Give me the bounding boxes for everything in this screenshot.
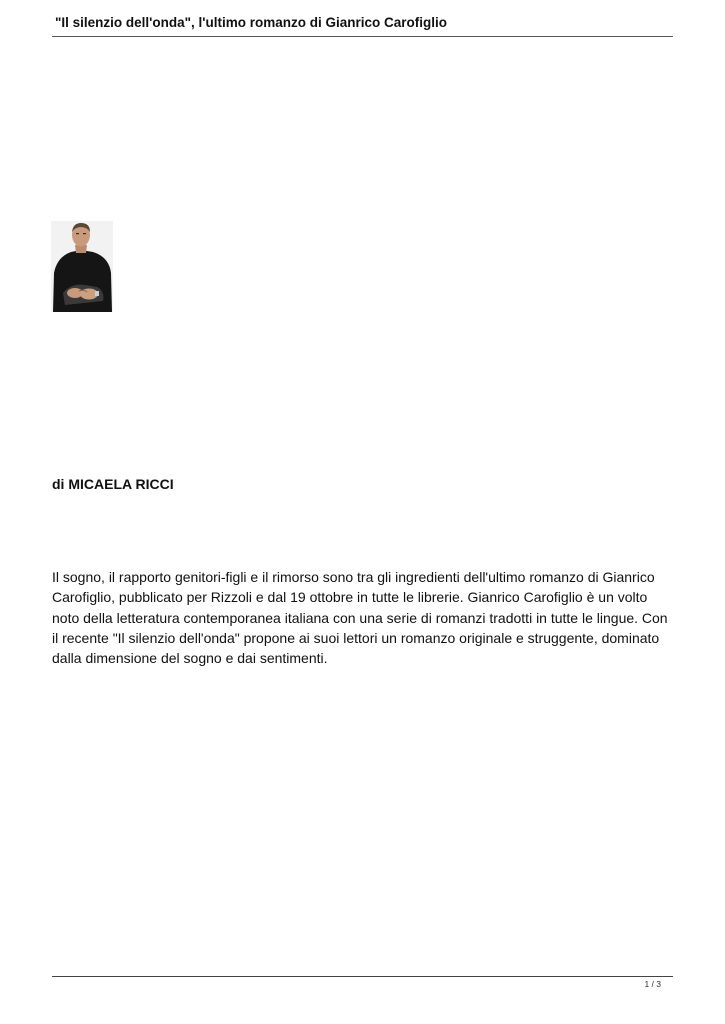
author-photo [51, 221, 113, 312]
page-header [52, 12, 673, 37]
author-portrait-image [51, 221, 113, 312]
page-footer [52, 976, 673, 989]
page-title: "Il silenzio dell'onda", l'ultimo romanzo di Gianrico Carofiglio [55, 15, 448, 30]
article-byline: di MICAELA RICCI [52, 476, 174, 492]
page-number: 1 / 3 [644, 979, 661, 989]
article-paragraph: Il sogno, il rapporto genitori-figli e il rimorso sono tra gli ingredienti dell'ultimo romanzo di Gianrico Carofiglio, pubblicato per Rizzoli e dal 19 ottobre in tutte le librerie. Gianrico Carofiglio è un volto noto della letteratura contemporanea italiana con una serie di romanzi tradotti in tutte le lingue. Con il recente "Il silenzio dell'onda" propone ai suoi lettori un romanzo originale e struggente, dominato dalla dimensione del sogno e dai sentimenti. [52, 569, 668, 667]
